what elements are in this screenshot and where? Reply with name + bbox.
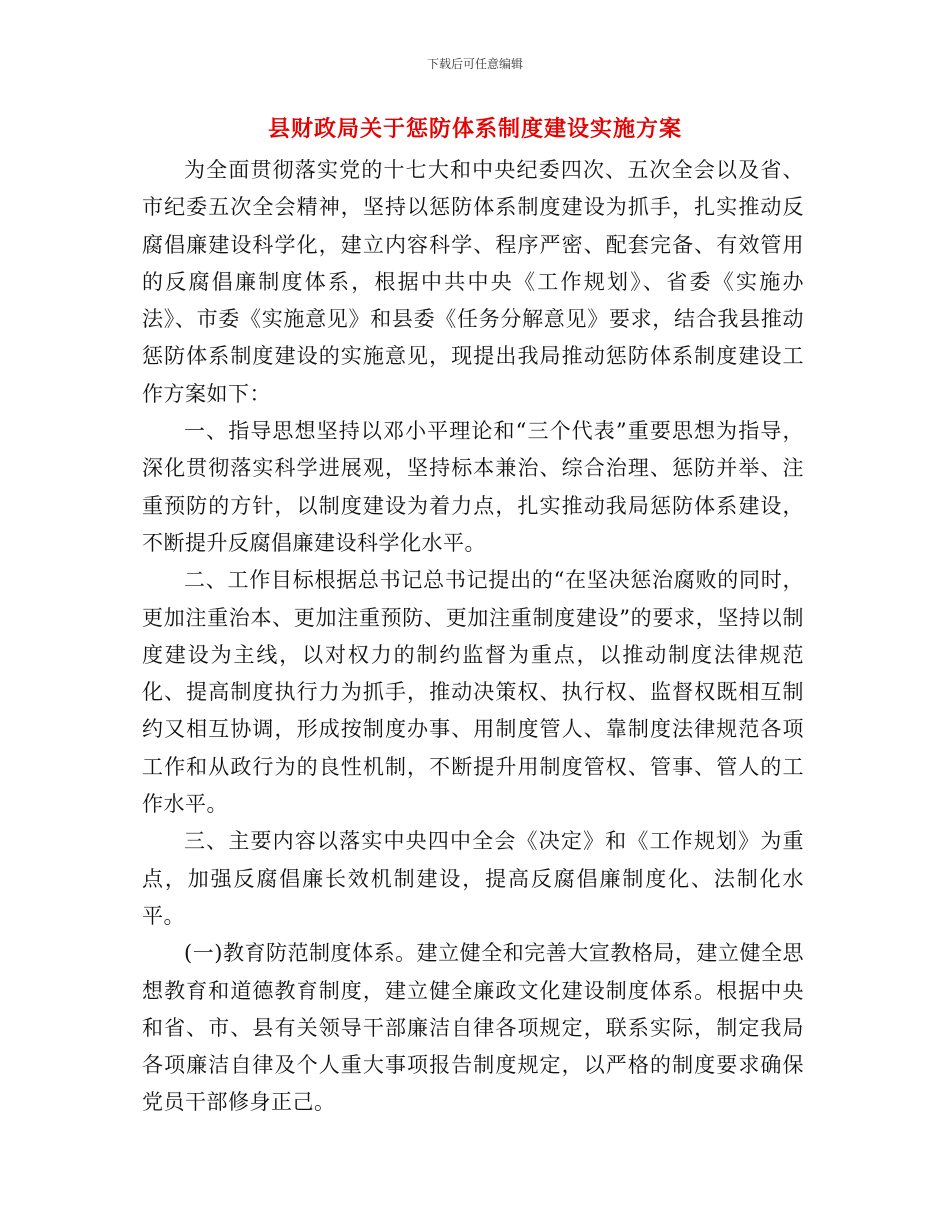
paragraph-education-prevention: (一)教育防范制度体系。建立健全和完善大宣教格局，建立健全思想教育和道德教育制度，建立健全廉政文化建设制度体系。根据中央和省、市、县有关领导干部廉洁自律各项规定，联系实际，制定我局各项廉洁自律及个人重大事项报告制度规定，以严格的制度要求确保党员干部修身正己。 — [142, 941, 804, 1115]
paragraph-guiding-ideology: 一、指导思想坚持以邓小平理论和“三个代表”重要思想为指导，深化贯彻落实科学进展观，坚持标本兼治、综合治理、惩防并举、注重预防的方针，以制度建设为着力点，扎实推动我局惩防体系建设，不断提升反腐倡廉建设科学化水平。 — [142, 419, 804, 555]
document-title: 县财政局关于惩防体系制度建设实施方案 — [267, 116, 682, 142]
paragraph-intro: 为全面贯彻落实党的十七大和中央纪委四次、五次全会以及省、市纪委五次全会精神，坚持以惩防体系制度建设为抓手，扎实推动反腐倡廉建设科学化，建立内容科学、程序严密、配套完备、有效管用的反腐倡廉制度体系，根据中共中央《工作规划》、省委《实施办法》、市委《实施意见》和县委《任务分解意见》要求，结合我县推动惩防体系制度建设的实施意见，现提出我局推动惩防体系制度建设工作方案如下： — [142, 158, 804, 406]
paragraph-work-goals: 二、工作目标根据总书记总书记提出的“在坚决惩治腐败的同时，更加注重治本、更加注重预防、更加注重制度建设”的要求，坚持以制度建设为主线，以对权力的制约监督为重点，以推动制度法律规范化、提高制度执行力为抓手，推动决策权、执行权、监督权既相互制约又相互协调，形成按制度办事、用制度管人、靠制度法律规范各项工作和从政行为的良性机制，不断提升用制度管权、管事、管人的工作水平。 — [142, 568, 804, 817]
header-note: 下载后可任意编辑 — [426, 57, 523, 71]
paragraph-main-content: 三、主要内容以落实中央四中全会《决定》和《工作规划》为重点，加强反腐倡廉长效机制建设，提高反腐倡廉制度化、法制化水平。 — [142, 829, 804, 928]
document-body — [142, 152, 804, 1122]
